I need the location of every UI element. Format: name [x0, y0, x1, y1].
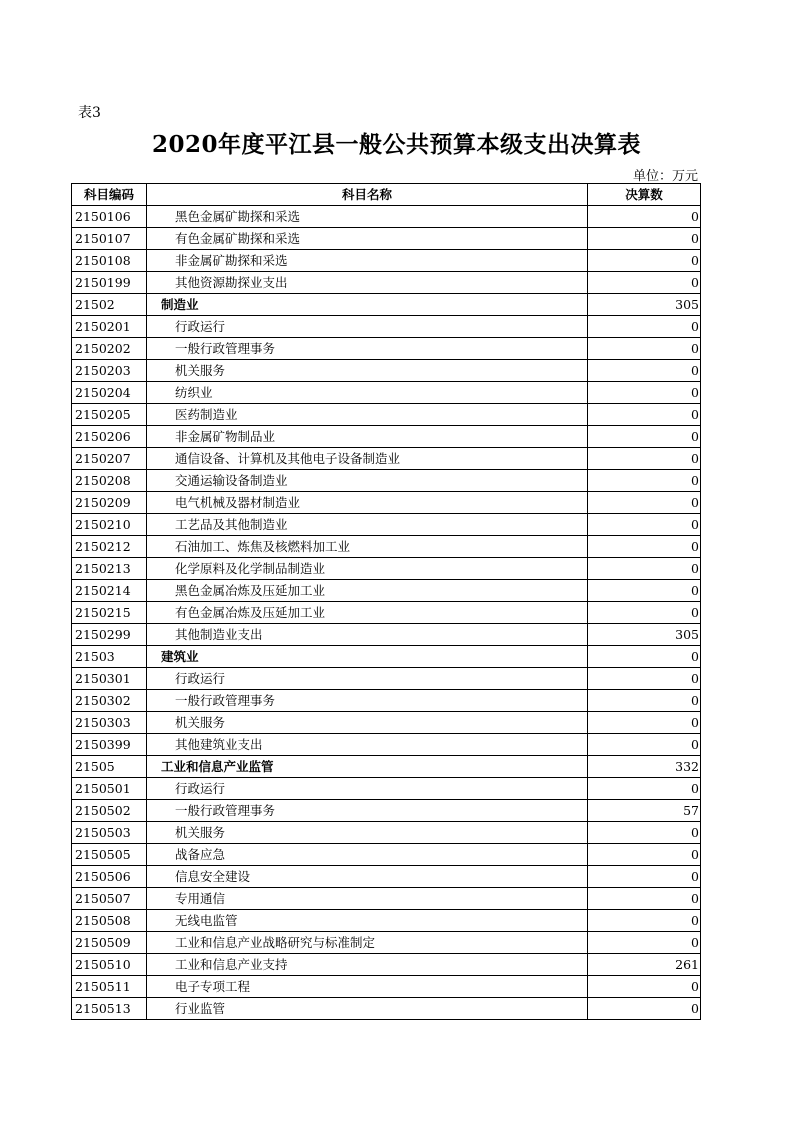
- subject-name-cell: 电气机械及器材制造业: [147, 492, 588, 514]
- subject-name-cell: 行业监管: [147, 998, 588, 1020]
- header-code: 科目编码: [72, 184, 147, 206]
- subject-code-cell: 2150501: [72, 778, 147, 800]
- table-row: [72, 448, 701, 470]
- subject-code-cell: 2150213: [72, 558, 147, 580]
- subject-name-cell: 一般行政管理事务: [147, 690, 588, 712]
- final-amount-cell: 0: [588, 932, 701, 954]
- subject-name-cell: 行政运行: [147, 668, 588, 690]
- table-body: [72, 206, 701, 1020]
- table-row: [72, 316, 701, 338]
- subject-name-cell: 机关服务: [147, 360, 588, 382]
- subject-name-cell: 石油加工、炼焦及核燃料加工业: [147, 536, 588, 558]
- subject-code-cell: 2150214: [72, 580, 147, 602]
- final-amount-cell: 0: [588, 602, 701, 624]
- table-row: [72, 272, 701, 294]
- table-row: [72, 228, 701, 250]
- final-amount-cell: 0: [588, 976, 701, 998]
- subject-code-cell: 2150502: [72, 800, 147, 822]
- table-row: [72, 382, 701, 404]
- table-number-label: 表3: [78, 105, 101, 121]
- final-amount-cell: 0: [588, 360, 701, 382]
- table-row: [72, 932, 701, 954]
- final-amount-cell: 305: [588, 624, 701, 646]
- table-row: [72, 536, 701, 558]
- table-row: [72, 646, 701, 668]
- subject-code-cell: 2150508: [72, 910, 147, 932]
- table-row: [72, 778, 701, 800]
- table-row: [72, 712, 701, 734]
- table-row: [72, 866, 701, 888]
- subject-name-cell: 其他制造业支出: [147, 624, 588, 646]
- subject-code-cell: 2150510: [72, 954, 147, 976]
- table-row: [72, 844, 701, 866]
- subject-name-cell: 黑色金属冶炼及压延加工业: [147, 580, 588, 602]
- final-amount-cell: 0: [588, 822, 701, 844]
- subject-name-cell: 有色金属矿勘探和采选: [147, 228, 588, 250]
- final-amount-cell: 0: [588, 382, 701, 404]
- subject-code-cell: 2150203: [72, 360, 147, 382]
- subject-code-cell: 2150299: [72, 624, 147, 646]
- subject-name-cell: 工艺品及其他制造业: [147, 514, 588, 536]
- subject-code-cell: 2150505: [72, 844, 147, 866]
- subject-name-cell: 工业和信息产业战略研究与标准制定: [147, 932, 588, 954]
- final-amount-cell: 0: [588, 448, 701, 470]
- table-row: [72, 558, 701, 580]
- subject-name-cell: 专用通信: [147, 888, 588, 910]
- subject-code-cell: 2150215: [72, 602, 147, 624]
- subject-name-cell: 有色金属冶炼及压延加工业: [147, 602, 588, 624]
- header-name: 科目名称: [147, 184, 588, 206]
- final-amount-cell: 0: [588, 470, 701, 492]
- final-amount-cell: 0: [588, 206, 701, 228]
- subject-code-cell: 2150108: [72, 250, 147, 272]
- page-title: 2020年度平江县一般公共预算本级支出决算表: [151, 131, 641, 158]
- subject-name-cell: 黑色金属矿勘探和采选: [147, 206, 588, 228]
- subject-name-cell: 非金属矿勘探和采选: [147, 250, 588, 272]
- final-amount-cell: 0: [588, 338, 701, 360]
- final-amount-cell: 0: [588, 866, 701, 888]
- subject-name-cell: 交通运输设备制造业: [147, 470, 588, 492]
- subject-code-cell: 2150509: [72, 932, 147, 954]
- subject-code-cell: 2150399: [72, 734, 147, 756]
- table-row: [72, 602, 701, 624]
- final-amount-cell: 0: [588, 998, 701, 1020]
- table-row: [72, 250, 701, 272]
- subject-name-cell: 其他资源勘探业支出: [147, 272, 588, 294]
- subject-code-cell: 2150302: [72, 690, 147, 712]
- subject-name-cell: 纺织业: [147, 382, 588, 404]
- subject-code-cell: 2150303: [72, 712, 147, 734]
- subject-code-cell: 2150206: [72, 426, 147, 448]
- subject-name-cell: 行政运行: [147, 778, 588, 800]
- final-amount-cell: 0: [588, 404, 701, 426]
- subject-name-cell: 信息安全建设: [147, 866, 588, 888]
- table-row: [72, 426, 701, 448]
- final-amount-cell: 0: [588, 712, 701, 734]
- subject-code-cell: 21505: [72, 756, 147, 778]
- subject-code-cell: 2150199: [72, 272, 147, 294]
- subject-code-cell: 2150210: [72, 514, 147, 536]
- subject-code-cell: 2150107: [72, 228, 147, 250]
- final-amount-cell: 0: [588, 668, 701, 690]
- table-row: [72, 624, 701, 646]
- subject-name-cell: 一般行政管理事务: [147, 800, 588, 822]
- table-row: [72, 756, 701, 778]
- subject-code-cell: 2150106: [72, 206, 147, 228]
- table-row: [72, 800, 701, 822]
- final-amount-cell: 0: [588, 492, 701, 514]
- subject-name-cell: 工业和信息产业支持: [147, 954, 588, 976]
- final-amount-cell: 332: [588, 756, 701, 778]
- table-row: [72, 998, 701, 1020]
- subject-name-cell: 通信设备、计算机及其他电子设备制造业: [147, 448, 588, 470]
- subject-code-cell: 21502: [72, 294, 147, 316]
- subject-name-cell: 战备应急: [147, 844, 588, 866]
- subject-name-cell: 无线电监管: [147, 910, 588, 932]
- subject-code-cell: 21503: [72, 646, 147, 668]
- subject-code-cell: 2150209: [72, 492, 147, 514]
- table-row: [72, 888, 701, 910]
- subject-name-cell: 机关服务: [147, 822, 588, 844]
- final-amount-cell: 0: [588, 272, 701, 294]
- subject-name-cell: 工业和信息产业监管: [147, 756, 588, 778]
- subject-code-cell: 2150205: [72, 404, 147, 426]
- final-amount-cell: 0: [588, 316, 701, 338]
- subject-code-cell: 2150506: [72, 866, 147, 888]
- table-row: [72, 976, 701, 998]
- subject-code-cell: 2150301: [72, 668, 147, 690]
- final-amount-cell: 0: [588, 558, 701, 580]
- subject-name-cell: 机关服务: [147, 712, 588, 734]
- table-row: [72, 492, 701, 514]
- subject-name-cell: 行政运行: [147, 316, 588, 338]
- table-row: [72, 668, 701, 690]
- subject-name-cell: 一般行政管理事务: [147, 338, 588, 360]
- final-amount-cell: 0: [588, 734, 701, 756]
- final-amount-cell: 305: [588, 294, 701, 316]
- subject-code-cell: 2150513: [72, 998, 147, 1020]
- subject-code-cell: 2150201: [72, 316, 147, 338]
- subject-name-cell: 化学原料及化学制品制造业: [147, 558, 588, 580]
- table-row: [72, 910, 701, 932]
- final-amount-cell: 0: [588, 778, 701, 800]
- subject-name-cell: 电子专项工程: [147, 976, 588, 998]
- final-amount-cell: 261: [588, 954, 701, 976]
- table-row: [72, 580, 701, 602]
- table-row: [72, 822, 701, 844]
- table-row: [72, 514, 701, 536]
- table-row: [72, 206, 701, 228]
- table-row: [72, 360, 701, 382]
- final-amount-cell: 0: [588, 426, 701, 448]
- subject-code-cell: 2150507: [72, 888, 147, 910]
- table-row: [72, 294, 701, 316]
- table-row: [72, 734, 701, 756]
- subject-name-cell: 非金属矿物制品业: [147, 426, 588, 448]
- table-row: [72, 690, 701, 712]
- unit-note: 单位：万元: [632, 169, 698, 184]
- table-row: [72, 470, 701, 492]
- table-row: [72, 338, 701, 360]
- subject-code-cell: 2150503: [72, 822, 147, 844]
- table-row: [72, 954, 701, 976]
- final-amount-cell: 0: [588, 888, 701, 910]
- final-amount-cell: 0: [588, 844, 701, 866]
- budget-table: [71, 183, 701, 1020]
- final-amount-cell: 0: [588, 690, 701, 712]
- table-row: [72, 404, 701, 426]
- subject-code-cell: 2150202: [72, 338, 147, 360]
- final-amount-cell: 0: [588, 228, 701, 250]
- subject-name-cell: 建筑业: [147, 646, 588, 668]
- final-amount-cell: 0: [588, 536, 701, 558]
- header-amount: 决算数: [588, 184, 701, 206]
- table-header-row: [72, 184, 701, 206]
- final-amount-cell: 0: [588, 910, 701, 932]
- subject-name-cell: 医药制造业: [147, 404, 588, 426]
- final-amount-cell: 0: [588, 580, 701, 602]
- subject-code-cell: 2150207: [72, 448, 147, 470]
- final-amount-cell: 0: [588, 646, 701, 668]
- subject-code-cell: 2150511: [72, 976, 147, 998]
- subject-code-cell: 2150204: [72, 382, 147, 404]
- subject-name-cell: 制造业: [147, 294, 588, 316]
- final-amount-cell: 57: [588, 800, 701, 822]
- subject-name-cell: 其他建筑业支出: [147, 734, 588, 756]
- final-amount-cell: 0: [588, 250, 701, 272]
- subject-code-cell: 2150208: [72, 470, 147, 492]
- subject-code-cell: 2150212: [72, 536, 147, 558]
- final-amount-cell: 0: [588, 514, 701, 536]
